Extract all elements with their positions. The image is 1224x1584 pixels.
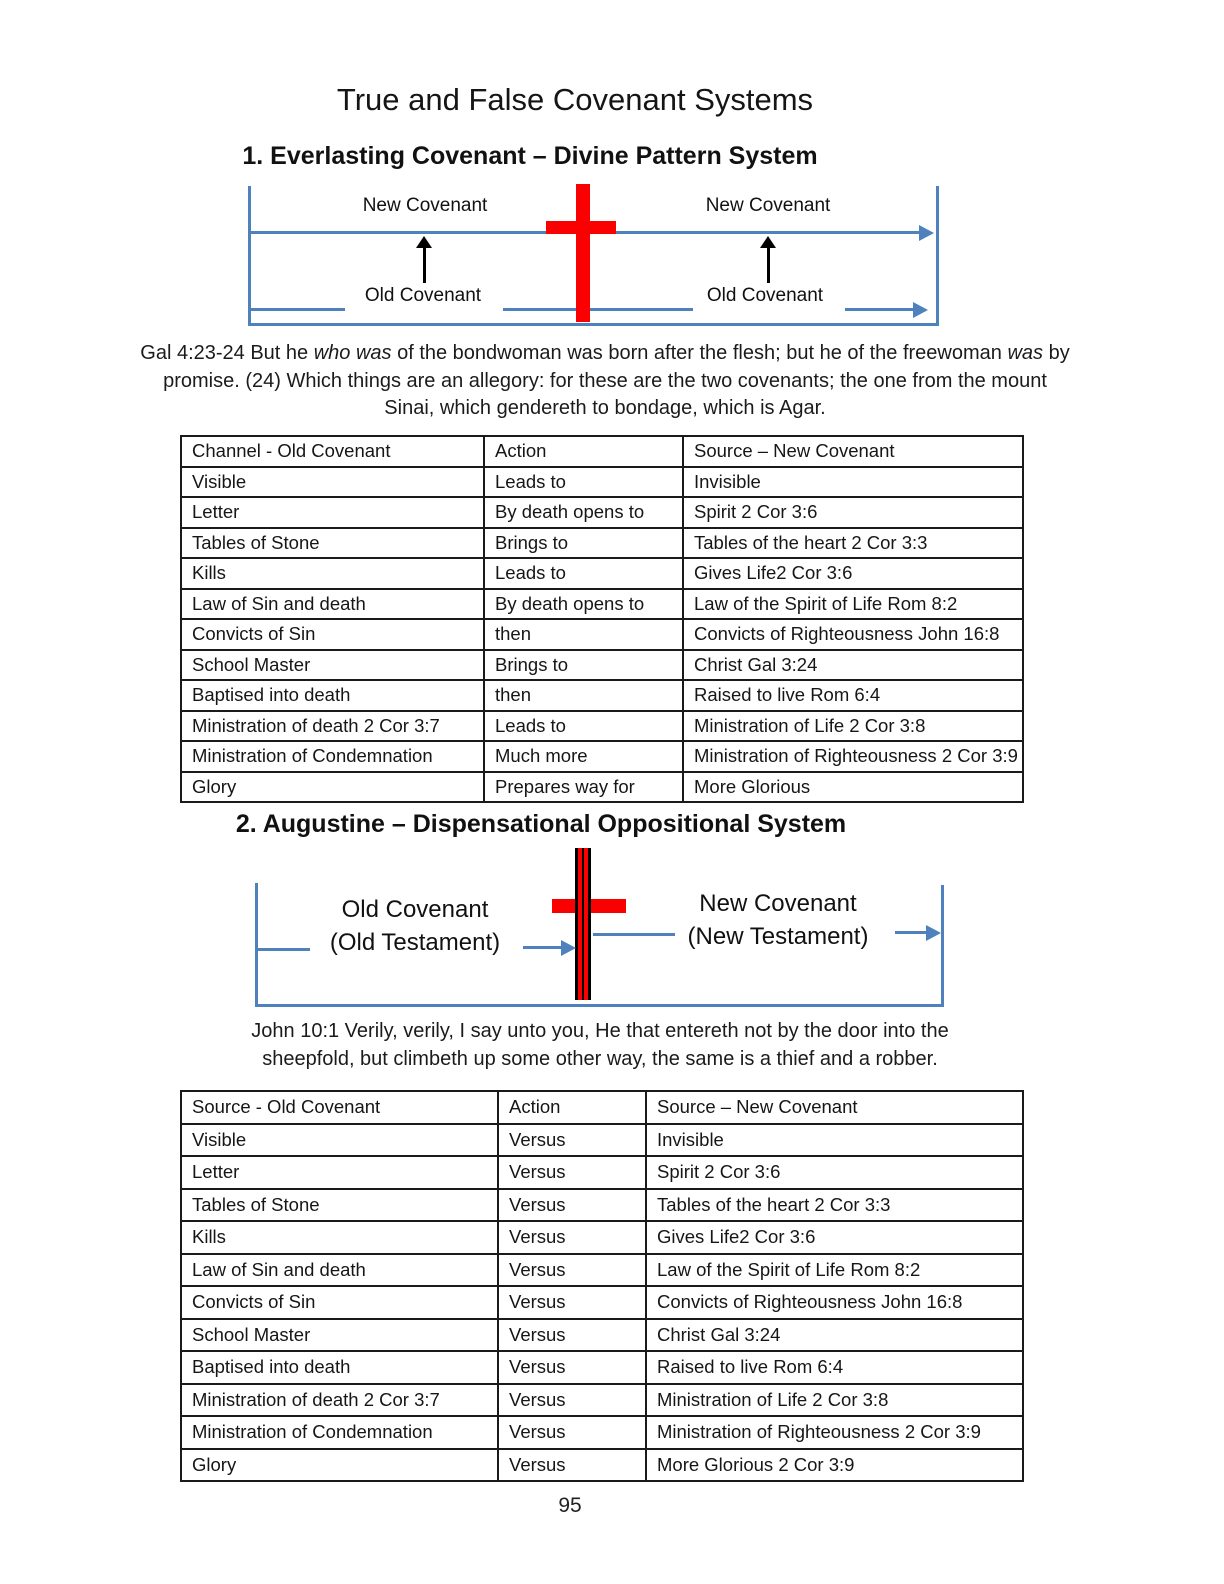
old-covenant-line-segment bbox=[845, 308, 913, 311]
gal-verse-text bbox=[95, 340, 1115, 423]
table-row bbox=[181, 528, 1023, 559]
table-cell: Visible bbox=[181, 1124, 498, 1157]
table-cell: Versus bbox=[498, 1189, 646, 1222]
verse-segment: Gal 4:23-24 But he bbox=[140, 342, 314, 364]
table-cell: Raised to live Rom 6:4 bbox=[646, 1351, 1023, 1384]
old-covenant-label-left: Old Covenant bbox=[364, 285, 482, 306]
table-row bbox=[181, 1416, 1023, 1449]
label-line: (Old Testament) bbox=[329, 929, 501, 956]
table-cell: By death opens to bbox=[484, 497, 683, 528]
oppositional-diagram bbox=[255, 845, 945, 1010]
page-title: True and False Covenant Systems bbox=[336, 82, 814, 117]
section2-heading: 2. Augustine – Dispensational Oppositional System bbox=[235, 810, 847, 838]
table-row bbox=[181, 1156, 1023, 1189]
table-cell: By death opens to bbox=[484, 589, 683, 620]
label-line: (New Testament) bbox=[687, 923, 869, 950]
right-arrow-icon bbox=[919, 225, 934, 241]
frame-right-line bbox=[941, 885, 944, 1004]
barrier-wall bbox=[575, 848, 591, 1000]
new-covenant-label bbox=[623, 887, 933, 953]
arrow-head bbox=[760, 236, 776, 248]
verse-line: promise. (24) Which things are an allegory: for these are the two covenants; the one from the mount bbox=[163, 369, 1047, 392]
table-cell: Convicts of Sin bbox=[181, 619, 484, 650]
page-number: 95 bbox=[558, 1494, 582, 1517]
table-cell: Letter bbox=[181, 497, 484, 528]
table-cell: Kills bbox=[181, 1221, 498, 1254]
table-cell: Glory bbox=[181, 772, 484, 803]
table-cell: Spirit 2 Cor 3:6 bbox=[646, 1156, 1023, 1189]
table-cell: Gives Life2 Cor 3:6 bbox=[646, 1221, 1023, 1254]
table-cell: Convicts of Righteousness John 16:8 bbox=[646, 1286, 1023, 1319]
table-cell: School Master bbox=[181, 650, 484, 681]
table-row bbox=[181, 1221, 1023, 1254]
frame-bottom-line bbox=[248, 323, 939, 326]
table-row bbox=[181, 650, 1023, 681]
arrow-line bbox=[523, 946, 563, 949]
table-cell: Law of Sin and death bbox=[181, 1254, 498, 1287]
table-row bbox=[181, 711, 1023, 742]
table-cell: School Master bbox=[181, 1319, 498, 1352]
table-cell: Invisible bbox=[646, 1124, 1023, 1157]
table-row bbox=[181, 1124, 1023, 1157]
table-cell: Ministration of Righteousness 2 Cor 3:9 bbox=[646, 1416, 1023, 1449]
table-cell: Versus bbox=[498, 1124, 646, 1157]
table-cell: Baptised into death bbox=[181, 680, 484, 711]
table-row bbox=[181, 680, 1023, 711]
table-cell: Letter bbox=[181, 1156, 498, 1189]
table-cell: Tables of Stone bbox=[181, 1189, 498, 1222]
table-cell: Ministration of death 2 Cor 3:7 bbox=[181, 1384, 498, 1417]
verse-line: Sinai, which gendereth to bondage, which is Agar. bbox=[384, 397, 826, 419]
table-cell: Convicts of Righteousness John 16:8 bbox=[683, 619, 1023, 650]
table-row bbox=[181, 1286, 1023, 1319]
verse-line: John 10:1 Verily, verily, I say unto you, He that entereth not by the door into the bbox=[251, 1020, 949, 1042]
table-cell: Versus bbox=[498, 1449, 646, 1482]
table-row bbox=[181, 1319, 1023, 1352]
new-covenant-label-right: New Covenant bbox=[705, 195, 831, 216]
up-arrow-icon bbox=[416, 236, 432, 283]
table-row bbox=[181, 497, 1023, 528]
column-header: Source – New Covenant bbox=[683, 436, 1023, 467]
table-row bbox=[181, 772, 1023, 803]
arrow-head bbox=[416, 236, 432, 248]
old-covenant-line-segment bbox=[250, 308, 345, 311]
table-cell: Tables of the heart 2 Cor 3:3 bbox=[683, 528, 1023, 559]
table-cell: Versus bbox=[498, 1384, 646, 1417]
covenant-table-2 bbox=[180, 1090, 1024, 1482]
frame-left-line bbox=[255, 883, 258, 1007]
table-cell: Ministration of Life 2 Cor 3:8 bbox=[683, 711, 1023, 742]
column-header: Source - Old Covenant bbox=[181, 1091, 498, 1124]
table-cell: Leads to bbox=[484, 558, 683, 589]
table-cell: Ministration of death 2 Cor 3:7 bbox=[181, 711, 484, 742]
table-cell: Versus bbox=[498, 1351, 646, 1384]
table-cell: Visible bbox=[181, 467, 484, 498]
table-cell: Brings to bbox=[484, 528, 683, 559]
right-arrow-icon bbox=[926, 925, 941, 941]
table-cell: More Glorious bbox=[683, 772, 1023, 803]
table-row bbox=[181, 589, 1023, 620]
table-cell: Law of the Spirit of Life Rom 8:2 bbox=[683, 589, 1023, 620]
john-verse-text bbox=[180, 1018, 1020, 1073]
table-cell: Ministration of Life 2 Cor 3:8 bbox=[646, 1384, 1023, 1417]
cross-vertical-bar bbox=[576, 184, 590, 322]
covenant-table-1 bbox=[180, 435, 1024, 803]
table-row bbox=[181, 1351, 1023, 1384]
table-cell: Kills bbox=[181, 558, 484, 589]
table-row bbox=[181, 741, 1023, 772]
frame-bottom-line bbox=[255, 1004, 944, 1007]
arrow-stem bbox=[767, 248, 770, 283]
old-covenant-label-right: Old Covenant bbox=[706, 285, 824, 306]
table-cell: Invisible bbox=[683, 467, 1023, 498]
divine-pattern-diagram bbox=[248, 183, 940, 329]
new-covenant-label-left: New Covenant bbox=[362, 195, 488, 216]
table-row bbox=[181, 1449, 1023, 1482]
table-cell: Christ Gal 3:24 bbox=[683, 650, 1023, 681]
arrow-line bbox=[895, 931, 928, 934]
table-row bbox=[181, 467, 1023, 498]
table-cell: then bbox=[484, 619, 683, 650]
table-cell: Prepares way for bbox=[484, 772, 683, 803]
column-header: Action bbox=[498, 1091, 646, 1124]
label-line: Old Covenant bbox=[341, 896, 489, 923]
verse-segment-italic: was bbox=[1007, 342, 1044, 364]
table-cell: More Glorious 2 Cor 3:9 bbox=[646, 1449, 1023, 1482]
column-header: Action bbox=[484, 436, 683, 467]
table-cell: Versus bbox=[498, 1221, 646, 1254]
table-cell: Versus bbox=[498, 1156, 646, 1189]
table-cell: Versus bbox=[498, 1416, 646, 1449]
table-cell: Glory bbox=[181, 1449, 498, 1482]
column-header: Channel - Old Covenant bbox=[181, 436, 484, 467]
up-arrow-icon bbox=[760, 236, 776, 283]
table-cell: Tables of Stone bbox=[181, 528, 484, 559]
label-line: New Covenant bbox=[699, 890, 857, 917]
table-cell: Much more bbox=[484, 741, 683, 772]
table-cell: Gives Life2 Cor 3:6 bbox=[683, 558, 1023, 589]
table-cell: then bbox=[484, 680, 683, 711]
old-covenant-line-segment bbox=[503, 308, 693, 311]
table-cell: Versus bbox=[498, 1254, 646, 1287]
table-cell: Convicts of Sin bbox=[181, 1286, 498, 1319]
right-arrow-icon bbox=[913, 302, 928, 318]
table-cell: Tables of the heart 2 Cor 3:3 bbox=[646, 1189, 1023, 1222]
verse-segment: by bbox=[1043, 342, 1070, 364]
table-cell: Ministration of Condemnation bbox=[181, 1416, 498, 1449]
cross-horizontal-bar bbox=[546, 221, 616, 234]
table-row bbox=[181, 558, 1023, 589]
table-row bbox=[181, 1384, 1023, 1417]
frame-left-line bbox=[248, 186, 251, 326]
table-cell: Leads to bbox=[484, 467, 683, 498]
table-header-row bbox=[181, 436, 1023, 467]
column-header: Source – New Covenant bbox=[646, 1091, 1023, 1124]
table-cell: Ministration of Righteousness 2 Cor 3:9 bbox=[683, 741, 1023, 772]
verse-segment: of the bondwoman was born after the flesh; but he of the freewoman bbox=[391, 342, 1008, 364]
table-cell: Raised to live Rom 6:4 bbox=[683, 680, 1023, 711]
arrow-stem bbox=[423, 248, 426, 283]
verse-segment-italic: who was bbox=[313, 342, 392, 364]
table-cell: Law of the Spirit of Life Rom 8:2 bbox=[646, 1254, 1023, 1287]
table-cell: Versus bbox=[498, 1286, 646, 1319]
table-cell: Spirit 2 Cor 3:6 bbox=[683, 497, 1023, 528]
table-row bbox=[181, 619, 1023, 650]
table-cell: Versus bbox=[498, 1319, 646, 1352]
right-arrow-icon bbox=[561, 940, 576, 956]
table-cell: Baptised into death bbox=[181, 1351, 498, 1384]
verse-line: sheepfold, but climbeth up some other way, the same is a thief and a robber. bbox=[262, 1047, 938, 1070]
table-cell: Brings to bbox=[484, 650, 683, 681]
table-cell: Ministration of Condemnation bbox=[181, 741, 484, 772]
table-cell: Christ Gal 3:24 bbox=[646, 1319, 1023, 1352]
table-row bbox=[181, 1189, 1023, 1222]
table-row bbox=[181, 1254, 1023, 1287]
section1-heading: 1. Everlasting Covenant – Divine Pattern System bbox=[242, 142, 818, 170]
table-cell: Leads to bbox=[484, 711, 683, 742]
frame-right-line bbox=[936, 186, 939, 326]
table-header-row bbox=[181, 1091, 1023, 1124]
table-cell: Law of Sin and death bbox=[181, 589, 484, 620]
old-covenant-label bbox=[285, 893, 545, 959]
